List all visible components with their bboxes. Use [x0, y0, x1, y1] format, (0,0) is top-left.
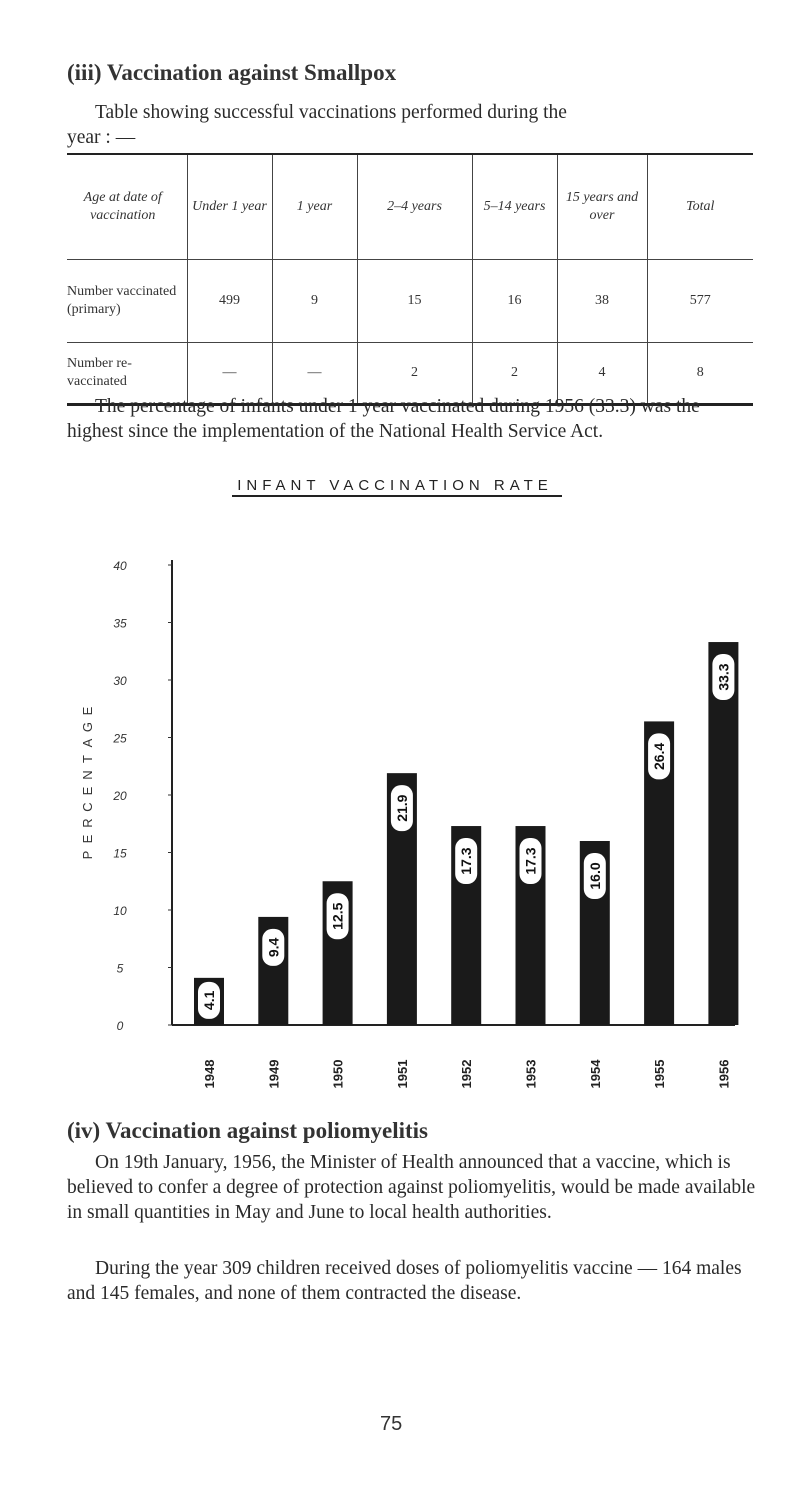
x-tick-label: 1948	[202, 1059, 217, 1089]
x-tick-label: 1953	[523, 1059, 539, 1089]
table-cell: 499	[187, 260, 272, 343]
y-axis-label-letter: C	[80, 802, 95, 812]
y-axis-label-letter: R	[80, 818, 95, 828]
table-cell: 8	[647, 343, 753, 405]
chart-data-label: 17.3	[458, 847, 475, 875]
chart-data-label: 16.0	[586, 862, 603, 890]
y-tick-labels	[112, 559, 172, 1033]
y-tick-label: 10	[113, 904, 127, 918]
table-intro-line1: Table showing successful vaccinations performed during the	[95, 102, 567, 123]
header-age: Age at date of vaccination	[67, 154, 187, 260]
table-intro-line2: year : —	[67, 127, 136, 148]
y-tick-label: 30	[113, 674, 127, 688]
table-cell: 2	[357, 343, 472, 405]
header-under-1: Under 1 year	[187, 154, 272, 260]
section-heading-polio: (iv) Vaccination against poliomyelitis	[67, 1118, 428, 1143]
x-tick-label: 1954	[587, 1059, 603, 1089]
y-axis-label-letter: A	[80, 738, 95, 748]
header-2-4: 2–4 years	[357, 154, 472, 260]
chart-data-label: 4.1	[201, 990, 217, 1011]
vaccination-table	[67, 153, 753, 406]
header-1-year: 1 year	[272, 154, 357, 260]
y-tick-label: 0	[116, 1019, 124, 1033]
row-label: Number vaccinated (primary)	[67, 260, 187, 343]
table-cell: —	[272, 343, 357, 405]
chart-data-label: 21.9	[393, 794, 410, 822]
page-number: 75	[380, 1413, 403, 1435]
table-cell: 16	[472, 260, 557, 343]
chart-data-label: 26.4	[651, 742, 668, 771]
x-tick-labels	[202, 1059, 731, 1089]
chart-bars	[194, 642, 738, 1025]
x-tick-label: 1950	[330, 1059, 346, 1089]
chart-data-label: 17.3	[522, 847, 539, 875]
x-tick-label: 1956	[716, 1059, 732, 1089]
header-15-over: 15 years and over	[557, 154, 647, 260]
table-cell: 4	[557, 343, 647, 405]
row-label: Number re-vaccinated	[67, 356, 132, 389]
chart-data-label: 9.4	[265, 937, 282, 958]
y-axis-label-letter: G	[80, 721, 95, 733]
y-tick-label: 5	[116, 961, 124, 976]
y-tick-label: 25	[113, 731, 127, 746]
table-cell: 38	[557, 260, 647, 343]
y-axis-label-letter: P	[80, 850, 95, 860]
table-cell: 577	[647, 260, 753, 343]
y-axis-label	[80, 706, 95, 859]
x-tick-label: 1955	[652, 1059, 668, 1089]
y-axis-label-letter: E	[80, 706, 95, 716]
y-axis-label-letter: E	[80, 834, 95, 844]
x-tick-label: 1949	[266, 1059, 282, 1089]
paragraph-polio-announcement: On 19th January, 1956, the Minister of Health announced that a vaccine, which is believed to confer a degree of protection against poliomyelitis, would be made available in small quantities in May and June to local health authorities.	[67, 1152, 756, 1223]
x-tick-label: 1952	[459, 1059, 475, 1089]
y-axis-label-letter: N	[80, 770, 95, 780]
x-tick-label: 1951	[394, 1059, 410, 1089]
y-tick-label: 15	[113, 846, 127, 861]
table-intro	[67, 100, 755, 150]
section-heading-smallpox: (iii) Vaccination against Smallpox	[67, 60, 397, 85]
table-cell: —	[187, 343, 272, 405]
chart-data-label: 12.5	[329, 902, 346, 930]
y-tick-label: 40	[113, 559, 127, 573]
y-axis-label-letter: T	[80, 755, 95, 763]
header-total: Total	[647, 154, 753, 260]
table-row	[67, 260, 753, 343]
paragraph-infant-percentage: The percentage of infants under 1 year vaccinated during 1956 (33.3) was the highest since the implementation of the National Health Service Act.	[67, 396, 700, 442]
chart-data-label: 33.3	[715, 663, 732, 691]
table-cell: 9	[272, 260, 357, 343]
y-axis-label-letter: E	[80, 786, 95, 796]
paragraph-polio-doses: During the year 309 children received doses of poliomyelitis vaccine — 164 males and 145 females, and none of them contracted the disease.	[67, 1258, 742, 1304]
table-cell: 15	[357, 260, 472, 343]
y-tick-label: 35	[113, 616, 127, 631]
table-cell: 2	[472, 343, 557, 405]
y-tick-label: 20	[113, 789, 127, 803]
header-5-14: 5–14 years	[472, 154, 557, 260]
table-header-row	[67, 154, 753, 260]
infant-vaccination-chart	[0, 470, 800, 1110]
chart-title: INFANT VACCINATION RATE	[237, 477, 553, 494]
